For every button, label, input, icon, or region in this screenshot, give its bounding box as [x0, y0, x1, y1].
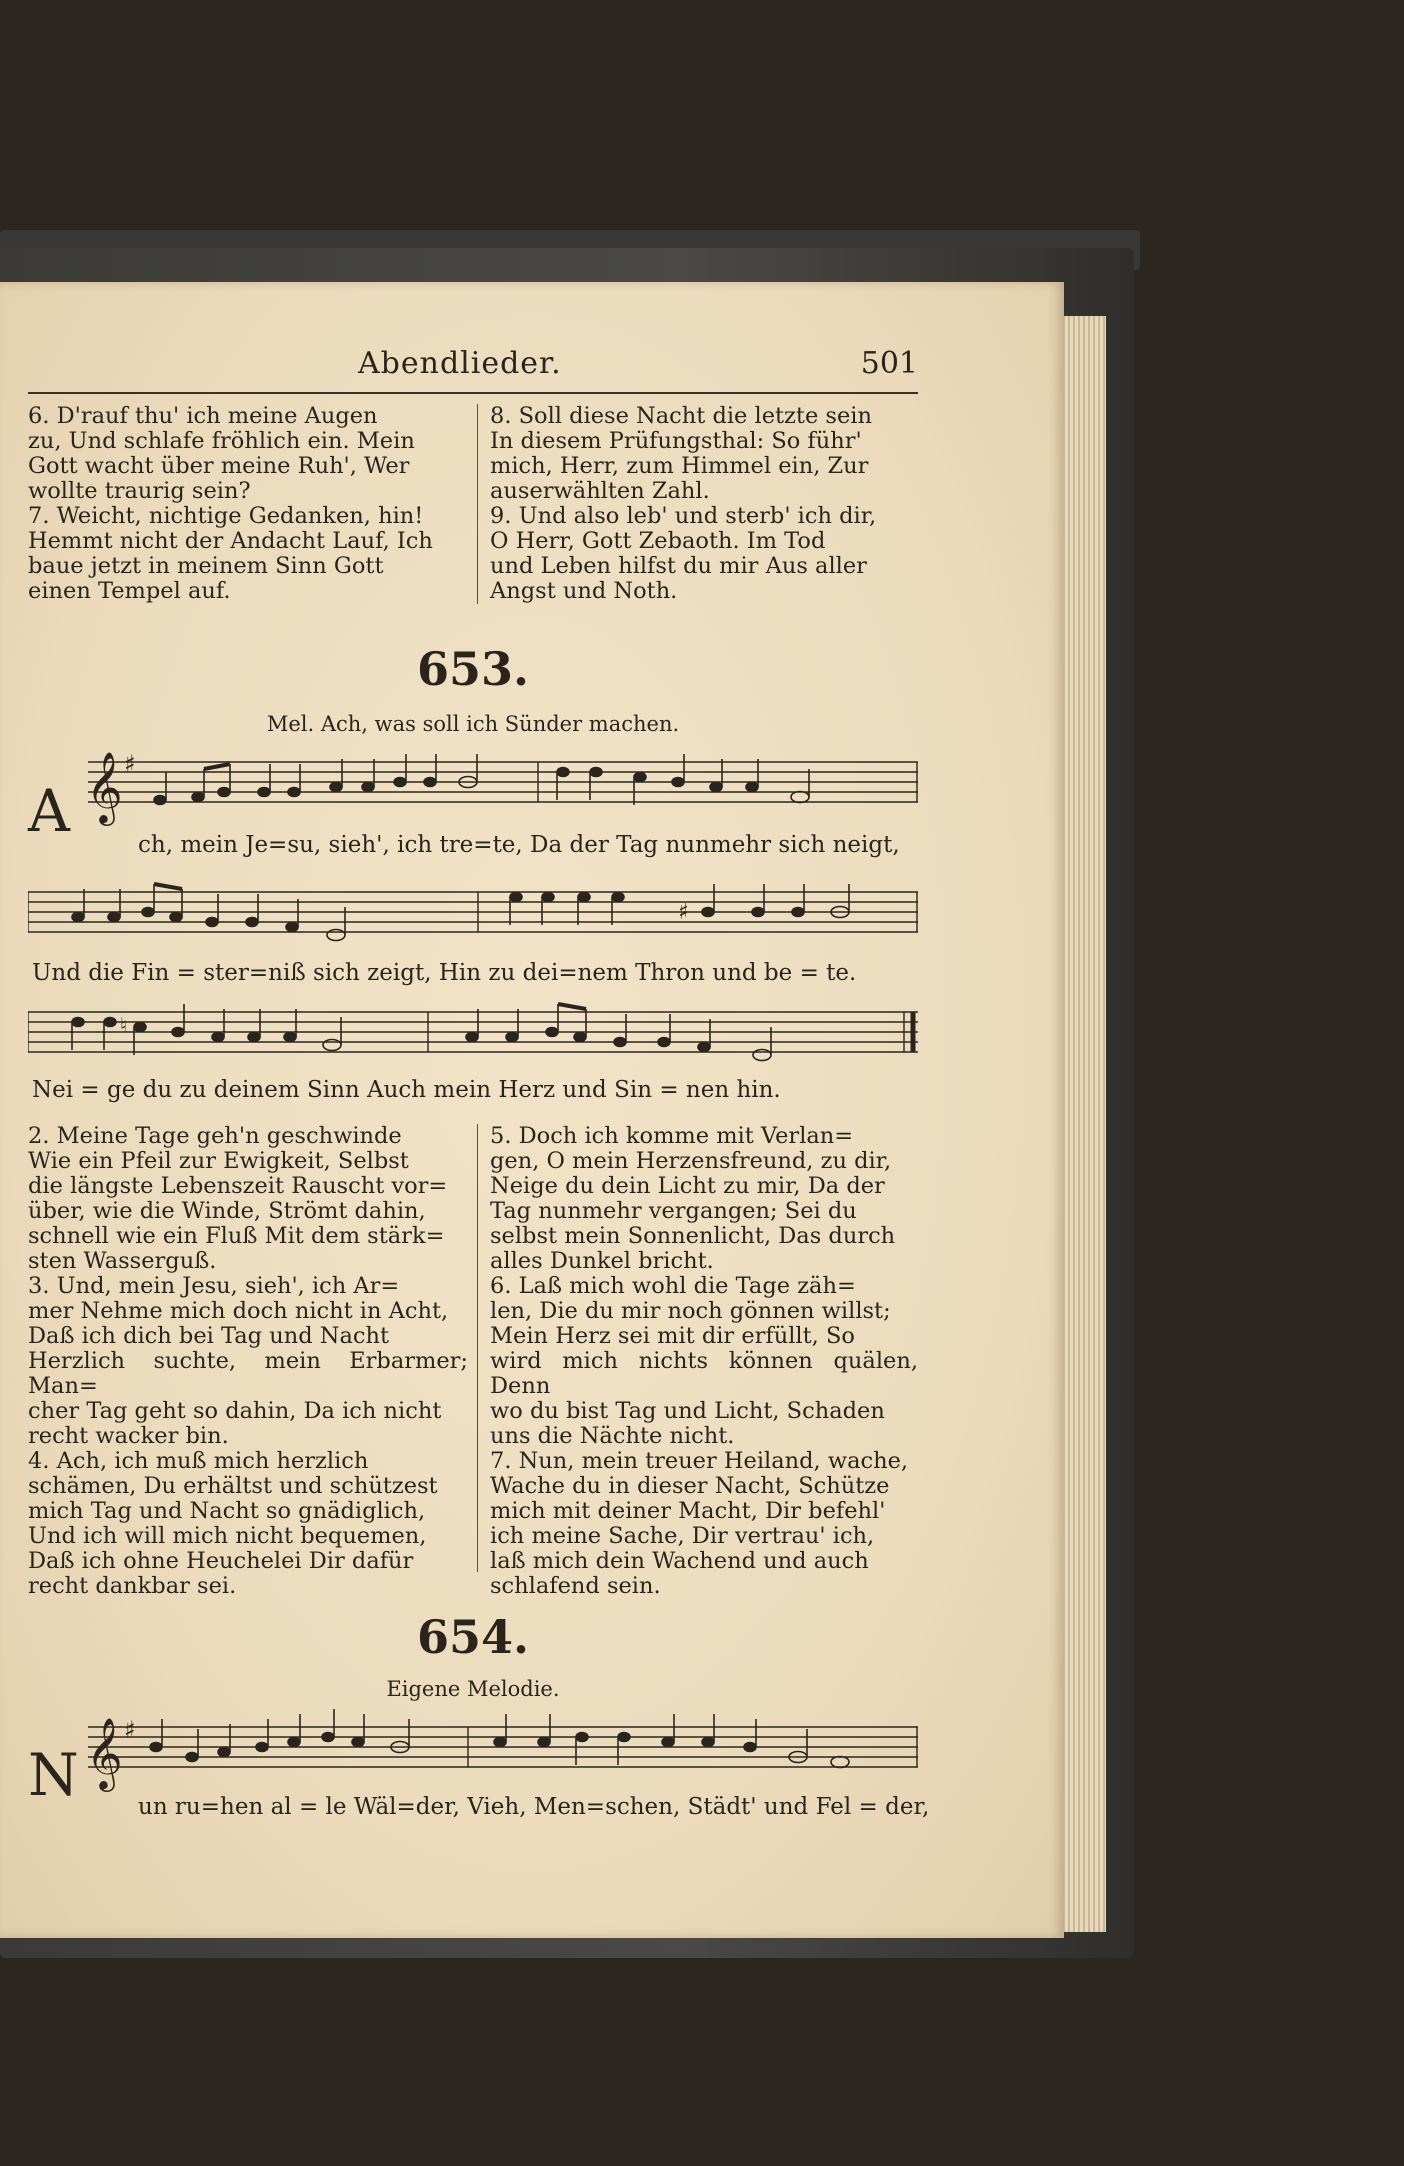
hymn-653-staff-2	[28, 877, 918, 957]
hymn-number-653: 653.	[416, 642, 530, 696]
hymn-653-initial: A	[28, 777, 70, 845]
music-staff-1	[28, 742, 918, 832]
sharp-icon: ♯	[124, 750, 136, 778]
previous-hymn-left-column: 6. D'rauf thu' ich meine Augen zu, Und schlafe fröhlich ein. Mein Gott wacht über meine Ruh', Wer wollte traurig sein? 7. Weicht, nichtige Gedanken, hin! Hemmt nicht der Andacht Lauf, Ich baue jetzt in meinem Sinn Gott einen Tempel auf.	[28, 403, 433, 604]
hymn-653-lyric-line-1: ch, mein Je=su, sieh', ich tre=te, Da der Tag nunmehr sich neigt,	[138, 832, 900, 858]
hymn-653-right-column: 5. Doch ich komme mit Verlan= gen, O mein Herzensfreund, zu dir, Neige du dein Licht zu mir, Da der Tag nunmehr vergangen; Sei du selbst mein Sonnenlicht, Das durch alles Dunkel bricht. 6. Laß mich wohl die Tage zäh= len, Die du mir noch gönnen willst; Mein Herz sei mit dir erfüllt, So wird mich nichts können quälen, Denn wo du bist Tag und Licht, Schaden uns die Nächte nicht. 7. Nun, mein treuer Heiland, wache, Wache du in dieser Nacht, Schütze mich mit deiner Macht, Dir befehl' ich meine Sache, Dir vertrau' ich, laß mich dein Wachend und auch schlafend sein.	[490, 1123, 918, 1599]
previous-hymn-right-column: 8. Soll diese Nacht die letzte sein In diesem Prüfungsthal: So führ' mich, Herr, zum Himmel ein, Zur auserwählten Zahl. 9. Und also leb' und sterb' ich dir, O Herr, Gott Zebaoth. Im Tod und Leben hilfst du mir Aus aller Angst und Noth.	[490, 403, 877, 604]
hymn-654-melody: Eigene Melodie.	[386, 1677, 560, 1701]
music-staff-3	[28, 997, 918, 1077]
hymn-653-melody: Mel. Ach, was soll ich Sünder machen.	[266, 712, 680, 736]
sharp-icon: ♯	[124, 1716, 136, 1744]
hymn-number-654: 654.	[416, 1610, 530, 1664]
hymn-653-lyric-line-2: Und die Fin = ster=niß sich zeigt, Hin zu dei=nem Thron und be = te.	[32, 960, 857, 986]
running-title: Abendlieder.	[358, 346, 562, 381]
hymn-654-lyric-line-1: un ru=hen al = le Wäl=der, Vieh, Men=schen, Städt' und Fel = der,	[138, 1794, 930, 1820]
natural-icon: ♮	[120, 1013, 128, 1037]
hymn-653-staff-3	[28, 997, 918, 1077]
hymn-653-lyric-line-3: Nei = ge du zu deinem Sinn Auch mein Herz und Sin = nen hin.	[32, 1077, 781, 1103]
column-divider	[477, 404, 478, 604]
page-edges	[1060, 316, 1106, 1932]
running-head	[28, 342, 918, 394]
column-divider	[477, 1124, 478, 1572]
treble-clef-icon: 𝄞	[86, 750, 123, 823]
treble-clef-icon: 𝄞	[86, 1716, 123, 1789]
hymn-654-initial: N	[28, 1741, 79, 1809]
music-staff-2	[28, 877, 918, 957]
hymn-653-left-column: 2. Meine Tage geh'n geschwinde Wie ein Pfeil zur Ewigkeit, Selbst die längste Lebenszeit Rauscht vor= über, wie die Winde, Strömt dahin, schnell wie ein Fluß Mit dem stärk= sten Wasserguß. 3. Und, mein Jesu, sieh', ich Ar= mer Nehme mich doch nicht in Acht, Daß ich dich bei Tag und Nacht Herzlich suchte, mein Erbarmer; Man= cher Tag geht so dahin, Da ich nicht recht wacker bin. 4. Ach, ich muß mich herzlich schämen, Du erhältst und schützest mich Tag und Nacht so gnädiglich, Und ich will mich nicht bequemen, Daß ich ohne Heuchelei Dir dafür recht dankbar sei.	[28, 1123, 468, 1599]
sharp-icon: ♯	[678, 900, 689, 925]
page-number: 501	[860, 346, 918, 381]
music-staff-4	[28, 1702, 918, 1792]
book-page	[0, 282, 1064, 1938]
